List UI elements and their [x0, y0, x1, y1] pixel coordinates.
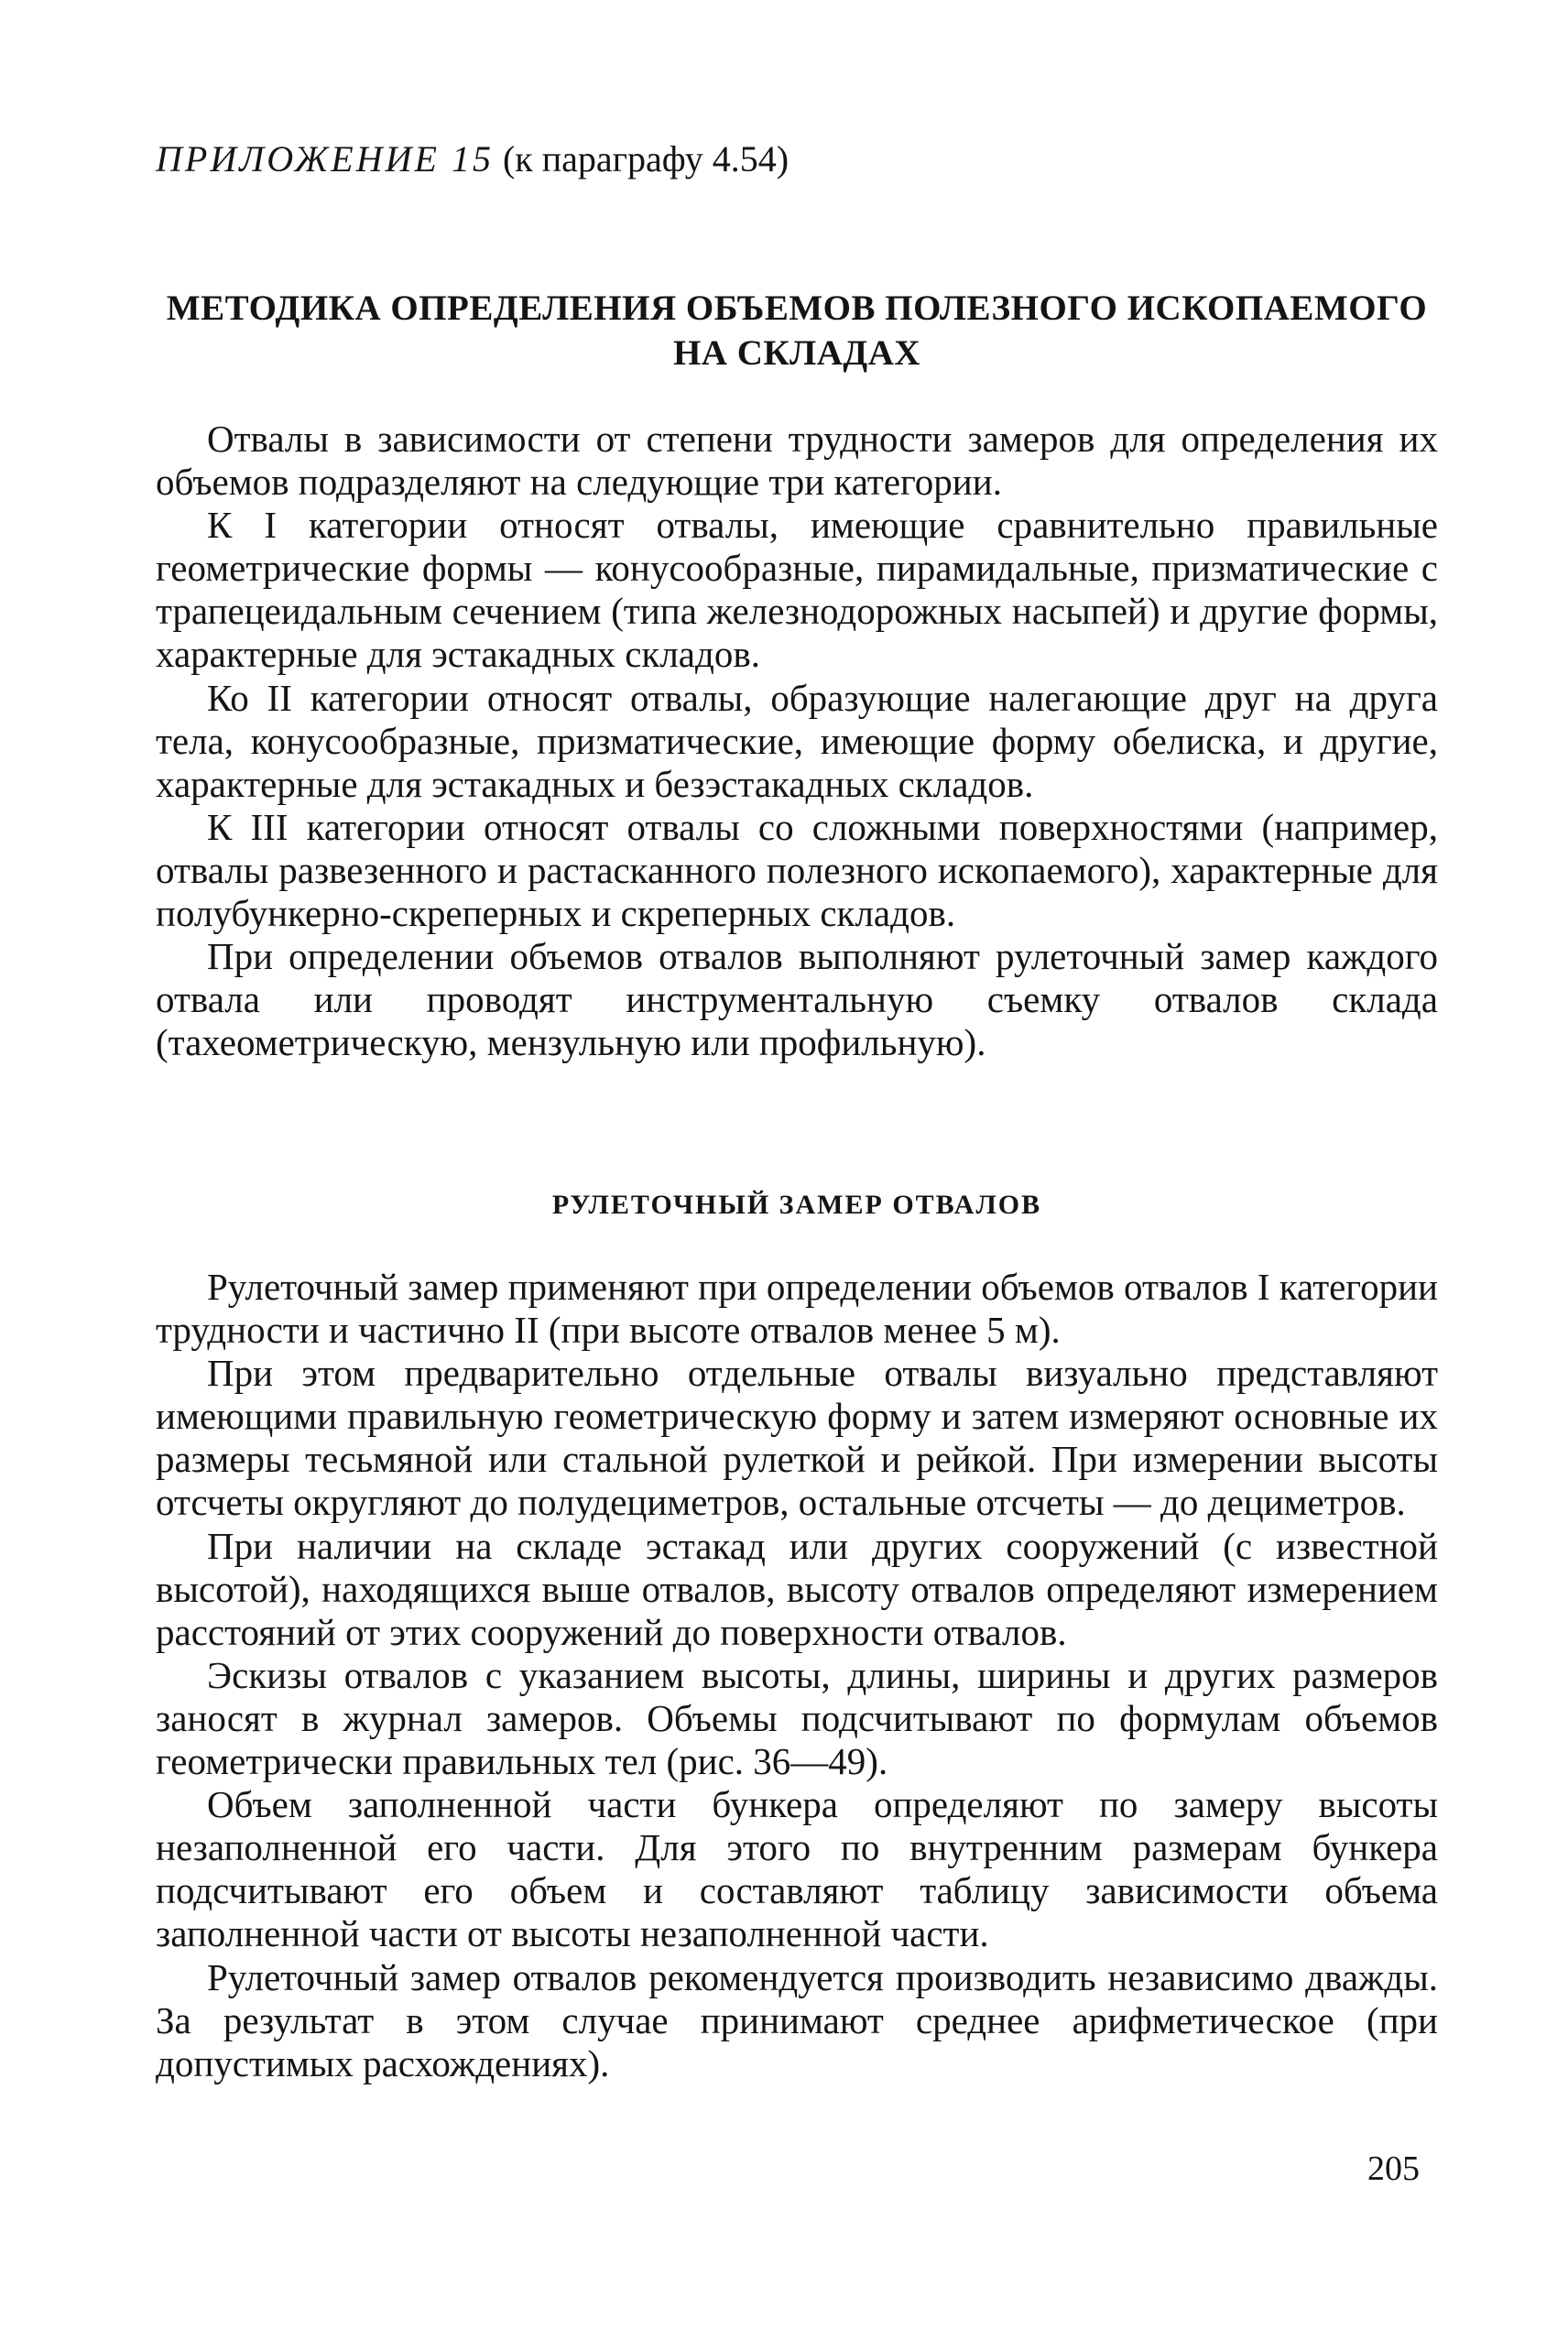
intro-paragraph: Ко II категории относят отвалы, образующие налегающие друг на друга тела, конусообразные, призматические, имеющие форму обелиска, и другие, характерные для эстакадных и безэстакадных складов.: [156, 676, 1438, 805]
section-paragraph: При этом предварительно отдельные отвалы визуально представляют имеющими правильную геометрическую форму и затем измеряют основные их размеры тесьмяной или стальной рулеткой и рейкой. При измерении высоты отсчеты округляют до полудециметров, остальные отсчеты — до дециметров.: [156, 1352, 1438, 1524]
intro-paragraph: К I категории относят отвалы, имеющие сравнительно правильные геометрические формы — конусообразные, пирамидальные, призматические с трапецеидальным сечением (типа железнодорожных насыпей) и другие формы, характерные для эстакадных складов.: [156, 504, 1438, 676]
title-line-2: НА СКЛАДАХ: [672, 333, 921, 373]
document-title: [156, 286, 1438, 375]
appendix-label: ПРИЛОЖЕНИЕ 15: [156, 138, 494, 180]
title-line-1: МЕТОДИКА ОПРЕДЕЛЕНИЯ ОБЪЕМОВ ПОЛЕЗНОГО ИСКОПАЕМОГО: [166, 288, 1428, 328]
section-text: [156, 1266, 1438, 2085]
intro-paragraph: При определении объемов отвалов выполняют рулеточный замер каждого отвала или проводят инструментальную съемку отвалов склада (тахеометрическую, мензульную или профильную).: [156, 935, 1438, 1064]
section-paragraph: Объем заполненной части бункера определяют по замеру высоты незаполненной его части. Для этого по внутренним размерам бункера подсчитывают его объем и составляют таблицу зависимости объема заполненной части от высоты незаполненной части.: [156, 1783, 1438, 1955]
intro-text: [156, 418, 1438, 1064]
section-heading: РУЛЕТОЧНЫЙ ЗАМЕР ОТВАЛОВ: [551, 1190, 1042, 1220]
intro-paragraph: Отвалы в зависимости от степени трудности замеров для определения их объемов подразделяют на следующие три категории.: [156, 418, 1438, 504]
document-page: [156, 0, 1438, 2329]
section-paragraph: Эскизы отвалов с указанием высоты, длины, ширины и других размеров заносят в журнал замеров. Объемы подсчитывают по формулам объемов геометрически правильных тел (рис. 36—49).: [156, 1653, 1438, 1783]
section-paragraph: При наличии на складе эстакад или других сооружений (с известной высотой), находящихся выше отвалов, высоту отвалов определяют измерением расстояний от этих сооружений до поверхности отвалов.: [156, 1524, 1438, 1653]
section-paragraph: Рулеточный замер применяют при определении объемов отвалов I категории трудности и частично II (при высоте отвалов менее 5 м).: [156, 1266, 1438, 1352]
page-number: 205: [1367, 2149, 1420, 2188]
section-paragraph: Рулеточный замер отвалов рекомендуется производить независимо дважды. За результат в этом случае принимают среднее арифметическое (при допустимых расхождениях).: [156, 1955, 1438, 2084]
intro-paragraph: К III категории относят отвалы со сложными поверхностями (например, отвалы развезенного и растасканного полезного ископаемого), характерные для полубункерно-скреперных и скреперных складов.: [156, 805, 1438, 935]
appendix-reference: [156, 137, 789, 181]
appendix-paragraph-ref: (к параграфу 4.54): [502, 138, 789, 180]
